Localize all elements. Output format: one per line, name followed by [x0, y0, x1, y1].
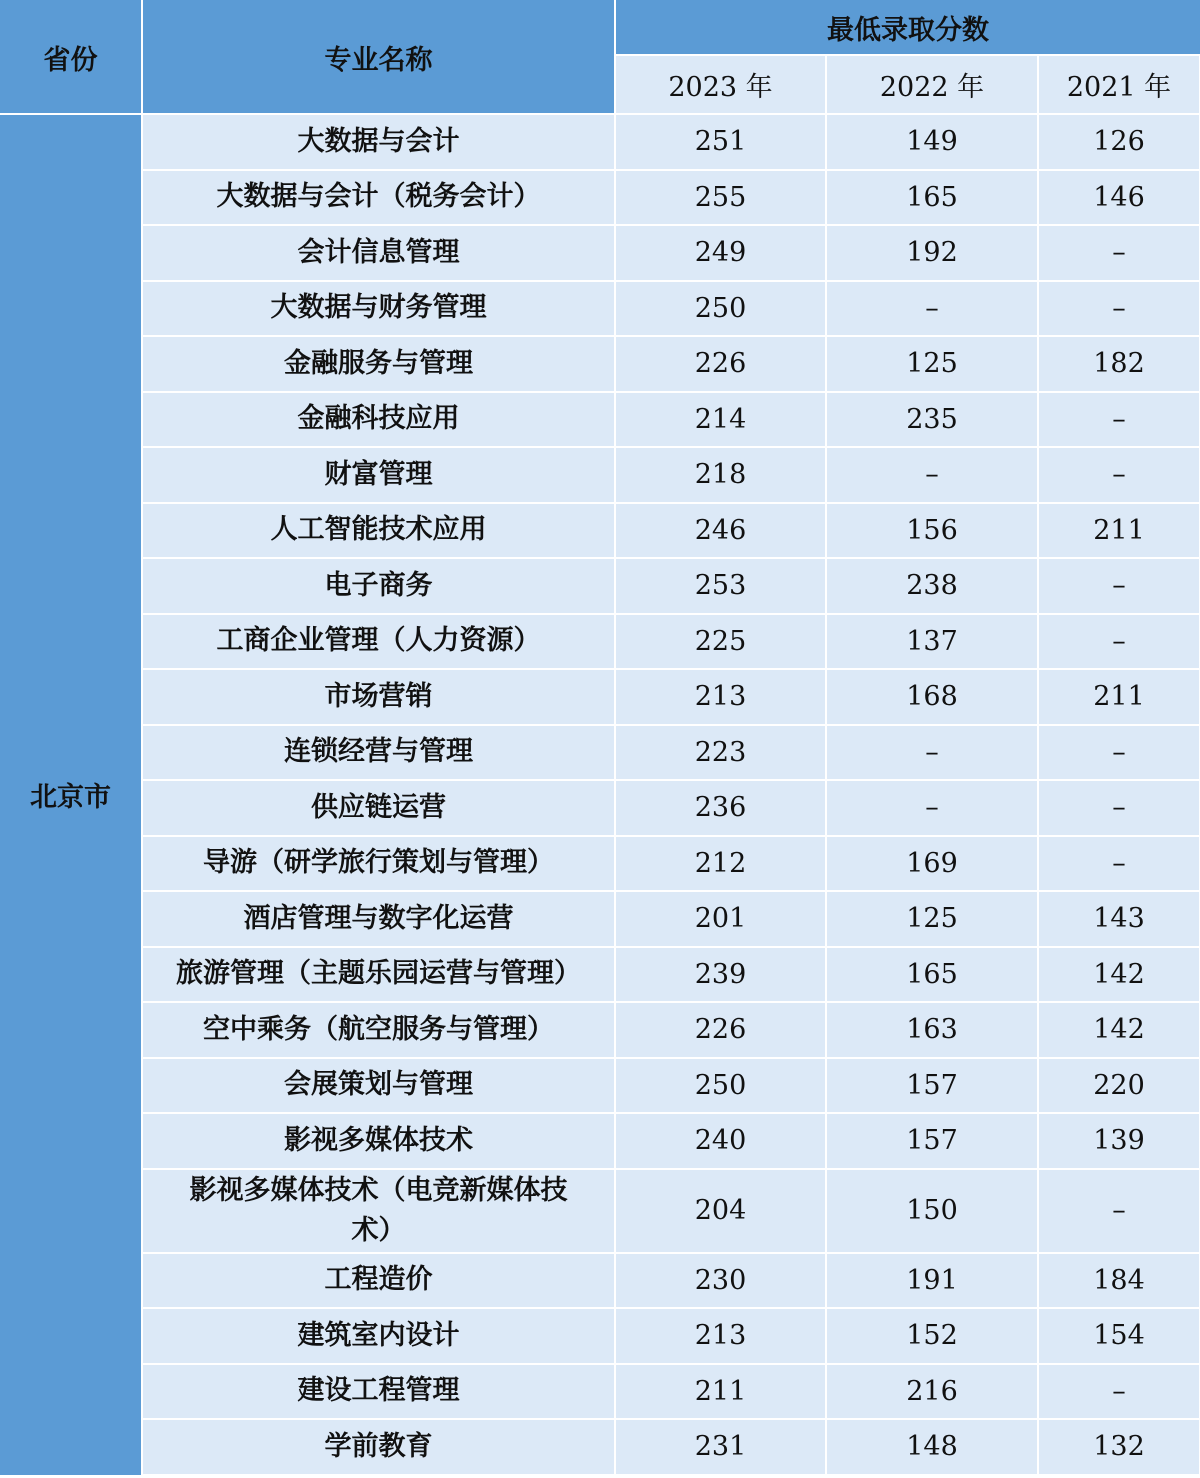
score-2022-cell: 168	[826, 669, 1038, 725]
score-2023-cell: 253	[615, 558, 826, 614]
score-2022-cell: 125	[826, 336, 1038, 392]
score-2023-cell: 225	[615, 614, 826, 670]
score-2021-cell: –	[1038, 836, 1200, 892]
major-cell: 金融服务与管理	[142, 336, 615, 392]
table-row	[0, 225, 1200, 281]
table-row	[0, 170, 1200, 226]
score-2022-cell: 216	[826, 1364, 1038, 1420]
table-row	[0, 836, 1200, 892]
major-cell: 旅游管理（主题乐园运营与管理）	[142, 947, 615, 1003]
score-2023-cell: 250	[615, 1058, 826, 1114]
major-cell: 大数据与会计	[142, 114, 615, 170]
major-cell: 导游（研学旅行策划与管理）	[142, 836, 615, 892]
table-row	[0, 281, 1200, 337]
major-cell: 影视多媒体技术	[142, 1113, 615, 1169]
score-2023-cell: 250	[615, 281, 826, 337]
score-2022-cell: 137	[826, 614, 1038, 670]
score-2021-cell: –	[1038, 725, 1200, 781]
score-2022-cell: 169	[826, 836, 1038, 892]
score-2023-cell: 230	[615, 1253, 826, 1309]
header-year-2021: 2021 年	[1038, 55, 1200, 114]
score-2021-cell: 146	[1038, 170, 1200, 226]
table-row	[0, 891, 1200, 947]
score-2021-cell: 211	[1038, 669, 1200, 725]
score-2021-cell: –	[1038, 558, 1200, 614]
major-cell: 财富管理	[142, 447, 615, 503]
table-row	[0, 114, 1200, 170]
score-2021-cell: –	[1038, 780, 1200, 836]
score-2023-cell: 226	[615, 336, 826, 392]
score-2022-cell: 192	[826, 225, 1038, 281]
major-cell: 影视多媒体技术（电竞新媒体技术）	[142, 1169, 615, 1253]
major-cell: 人工智能技术应用	[142, 503, 615, 559]
score-2021-cell: –	[1038, 225, 1200, 281]
table-row	[0, 725, 1200, 781]
major-cell: 会展策划与管理	[142, 1058, 615, 1114]
score-2022-cell: 163	[826, 1002, 1038, 1058]
table-row	[0, 947, 1200, 1003]
score-2022-cell: 125	[826, 891, 1038, 947]
score-2023-cell: 249	[615, 225, 826, 281]
score-2023-cell: 223	[615, 725, 826, 781]
score-2022-cell: 149	[826, 114, 1038, 170]
major-cell: 金融科技应用	[142, 392, 615, 448]
score-2023-cell: 201	[615, 891, 826, 947]
score-2023-cell: 204	[615, 1169, 826, 1253]
score-2021-cell: 142	[1038, 1002, 1200, 1058]
score-2021-cell: 154	[1038, 1308, 1200, 1364]
major-cell: 工程造价	[142, 1253, 615, 1309]
score-2021-cell: 143	[1038, 891, 1200, 947]
major-cell: 大数据与会计（税务会计）	[142, 170, 615, 226]
major-cell: 工商企业管理（人力资源）	[142, 614, 615, 670]
score-2021-cell: –	[1038, 447, 1200, 503]
table-row	[0, 336, 1200, 392]
score-2023-cell: 239	[615, 947, 826, 1003]
table-row	[0, 558, 1200, 614]
score-2023-cell: 226	[615, 1002, 826, 1058]
score-2021-cell: –	[1038, 392, 1200, 448]
table-row	[0, 1058, 1200, 1114]
score-2022-cell: 165	[826, 170, 1038, 226]
major-cell: 空中乘务（航空服务与管理）	[142, 1002, 615, 1058]
score-2021-cell: 132	[1038, 1419, 1200, 1475]
table-row	[0, 1308, 1200, 1364]
major-cell: 连锁经营与管理	[142, 725, 615, 781]
score-2022-cell: 157	[826, 1058, 1038, 1114]
score-2022-cell: 156	[826, 503, 1038, 559]
score-2023-cell: 218	[615, 447, 826, 503]
score-2023-cell: 212	[615, 836, 826, 892]
major-cell: 会计信息管理	[142, 225, 615, 281]
score-2022-cell: 235	[826, 392, 1038, 448]
major-cell: 市场营销	[142, 669, 615, 725]
score-2021-cell: 142	[1038, 947, 1200, 1003]
score-2021-cell: –	[1038, 281, 1200, 337]
score-2022-cell: 150	[826, 1169, 1038, 1253]
score-2022-cell: –	[826, 281, 1038, 337]
score-2021-cell: 182	[1038, 336, 1200, 392]
score-2023-cell: 214	[615, 392, 826, 448]
score-2022-cell: 238	[826, 558, 1038, 614]
header-min-score: 最低录取分数	[615, 0, 1200, 55]
score-2022-cell: 165	[826, 947, 1038, 1003]
table-row	[0, 503, 1200, 559]
major-cell: 学前教育	[142, 1419, 615, 1475]
score-2022-cell: 148	[826, 1419, 1038, 1475]
table-row	[0, 1169, 1200, 1253]
table-row	[0, 669, 1200, 725]
score-2021-cell: 184	[1038, 1253, 1200, 1309]
score-2023-cell: 255	[615, 170, 826, 226]
header-province: 省份	[0, 0, 142, 114]
header-year-2022: 2022 年	[826, 55, 1038, 114]
table-row	[0, 1364, 1200, 1420]
score-2023-cell: 236	[615, 780, 826, 836]
major-cell: 电子商务	[142, 558, 615, 614]
major-cell: 酒店管理与数字化运营	[142, 891, 615, 947]
score-2023-cell: 246	[615, 503, 826, 559]
score-2022-cell: 191	[826, 1253, 1038, 1309]
score-2022-cell: –	[826, 725, 1038, 781]
score-2021-cell: 126	[1038, 114, 1200, 170]
major-cell: 建筑室内设计	[142, 1308, 615, 1364]
score-2022-cell: –	[826, 780, 1038, 836]
score-2021-cell: –	[1038, 1169, 1200, 1253]
table-row	[0, 614, 1200, 670]
score-2022-cell: 157	[826, 1113, 1038, 1169]
score-2023-cell: 211	[615, 1364, 826, 1420]
table-row	[0, 1253, 1200, 1309]
score-2021-cell: 211	[1038, 503, 1200, 559]
table-row	[0, 1419, 1200, 1475]
major-cell: 供应链运营	[142, 780, 615, 836]
score-2021-cell: 139	[1038, 1113, 1200, 1169]
province-cell: 北京市	[0, 114, 142, 1475]
header-major: 专业名称	[142, 0, 615, 114]
score-2022-cell: 152	[826, 1308, 1038, 1364]
table-row	[0, 447, 1200, 503]
score-2023-cell: 213	[615, 669, 826, 725]
score-2022-cell: –	[826, 447, 1038, 503]
score-2021-cell: 220	[1038, 1058, 1200, 1114]
table-row	[0, 1002, 1200, 1058]
score-2021-cell: –	[1038, 614, 1200, 670]
table-row	[0, 780, 1200, 836]
major-cell: 建设工程管理	[142, 1364, 615, 1420]
score-2021-cell: –	[1038, 1364, 1200, 1420]
header-year-2023: 2023 年	[615, 55, 826, 114]
score-2023-cell: 213	[615, 1308, 826, 1364]
major-cell: 大数据与财务管理	[142, 281, 615, 337]
table-row	[0, 392, 1200, 448]
score-2023-cell: 251	[615, 114, 826, 170]
score-2023-cell: 240	[615, 1113, 826, 1169]
table-row	[0, 1113, 1200, 1169]
score-2023-cell: 231	[615, 1419, 826, 1475]
